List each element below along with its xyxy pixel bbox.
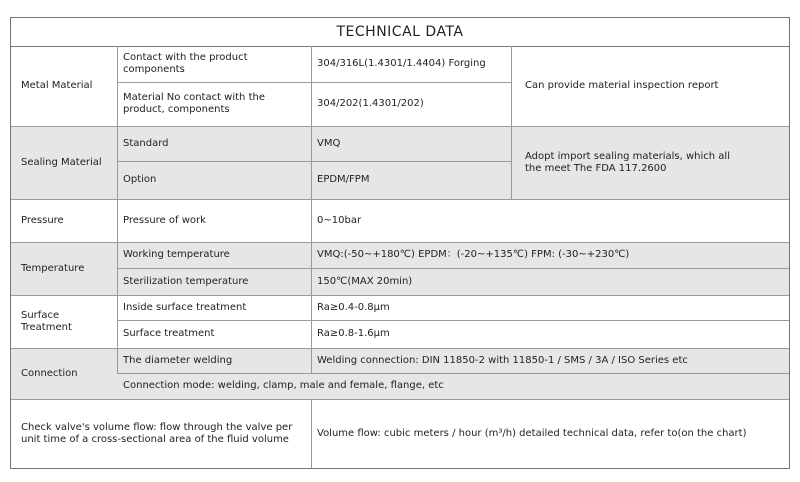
sealing-standard-item: Standard bbox=[123, 137, 169, 149]
metal-contact-item: Contact with the product components bbox=[123, 52, 248, 75]
surface-item: Surface treatment bbox=[123, 328, 215, 339]
working-temperature-value: VMQ:(-50~+180℃) EPDM：(-20~+135℃) FPM: (-30~+230℃) bbox=[317, 249, 630, 260]
sterilization-temperature-item: Sterilization temperature bbox=[123, 275, 249, 287]
surface-category: Surface Treatment bbox=[21, 309, 72, 333]
metal-no-contact-item: Material No contact with the product, components bbox=[123, 92, 265, 115]
metal-category: Metal Material bbox=[21, 80, 93, 91]
sealing-category: Sealing Material bbox=[21, 156, 102, 168]
sterilization-temperature-value: 150℃(MAX 20min) bbox=[317, 275, 413, 287]
volume-flow-label: Check valve's volume flow: flow through the valve per unit time of a cross-sectional area of the fluid volume bbox=[21, 421, 293, 445]
inside-surface-value: Ra≥0.4-0.8μm bbox=[317, 301, 390, 313]
metal-note: Can provide material inspection report bbox=[525, 80, 719, 91]
diameter-welding-value: Welding connection: DIN 11850-2 with 11850-1 / SMS / 3A / ISO Series etc bbox=[317, 354, 688, 366]
temperature-category: Temperature bbox=[21, 262, 85, 274]
diameter-welding-item: The diameter welding bbox=[123, 354, 233, 366]
connection-category: Connection bbox=[21, 367, 78, 379]
metal-no-contact-value: 304/202(1.4301/202) bbox=[317, 98, 424, 109]
inside-surface-item: Inside surface treatment bbox=[123, 301, 247, 313]
sealing-option-item: Option bbox=[123, 174, 157, 185]
surface-value: Ra≥0.8-1.6μm bbox=[317, 328, 390, 339]
sealing-note: Adopt import sealing materials, which all the meet The FDA 117.2600 bbox=[525, 150, 730, 174]
pressure-value: 0~10bar bbox=[317, 214, 362, 226]
sealing-standard-value: VMQ bbox=[317, 137, 341, 149]
table-title: TECHNICAL DATA bbox=[11, 18, 789, 47]
technical-data-table bbox=[10, 17, 790, 469]
working-temperature-item: Working temperature bbox=[123, 249, 230, 260]
pressure-category: Pressure bbox=[21, 214, 64, 226]
volume-flow-value: Volume flow: cubic meters / hour (m³/h) detailed technical data, refer to(on the chart) bbox=[317, 427, 747, 439]
metal-contact-value: 304/316L(1.4301/1.4404) Forging bbox=[317, 58, 486, 69]
connection-mode: Connection mode: welding, clamp, male and female, flange, etc bbox=[123, 380, 444, 391]
sealing-option-value: EPDM/FPM bbox=[317, 174, 370, 185]
pressure-item: Pressure of work bbox=[123, 214, 206, 226]
